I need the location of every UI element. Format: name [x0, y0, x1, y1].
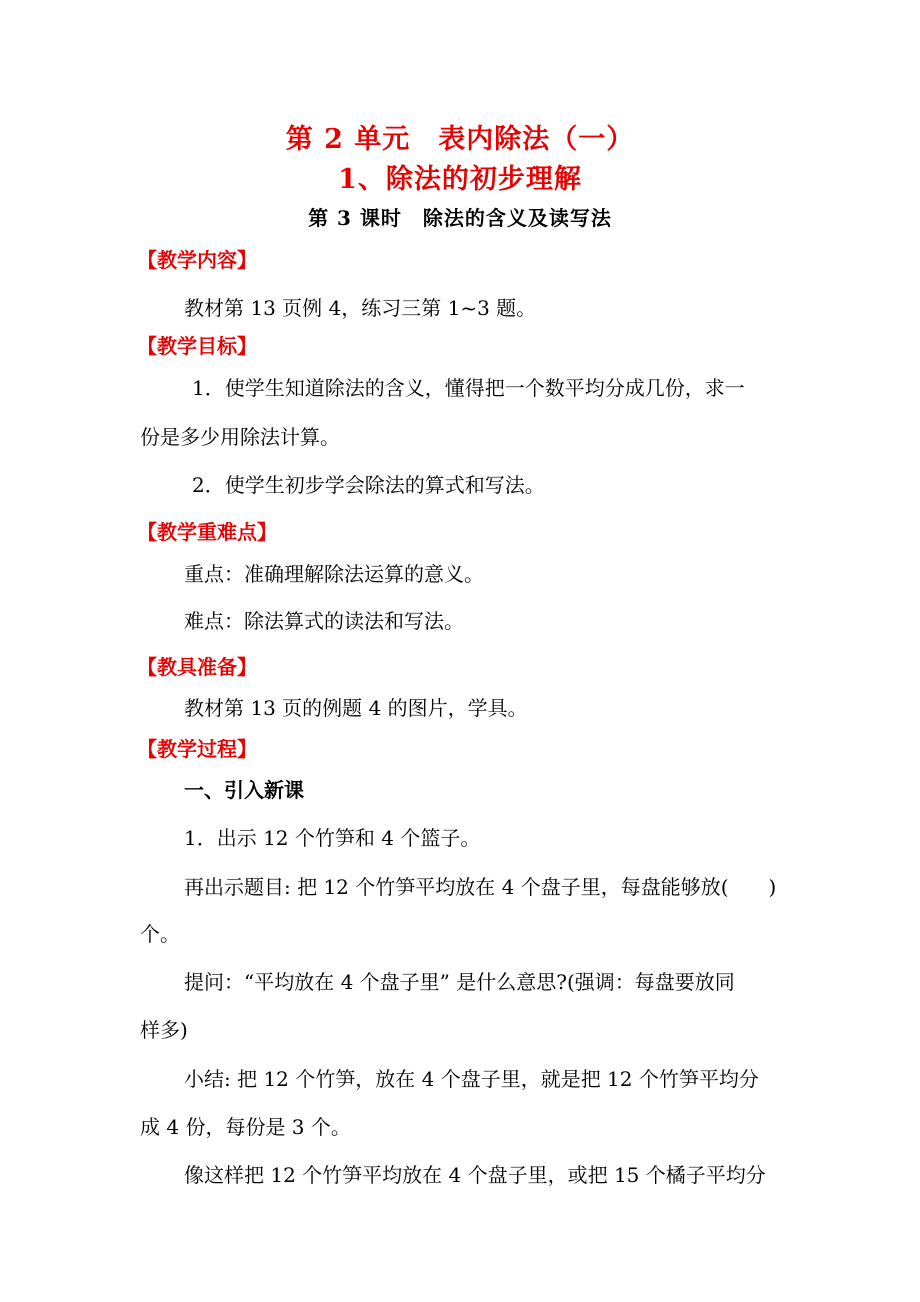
content-text: 教材第 13 页例 4，练习三第 1~3 题。 [184, 296, 537, 320]
process-p4-line2: 成 4 份，每份是 3 个。 [140, 1115, 351, 1139]
process-p5-line1: 像这样把 12 个竹笋平均放在 4 个盘子里，或把 15 个橘子平均分 [184, 1163, 766, 1187]
section-title: 1、除法的初步理解 [338, 164, 582, 195]
process-p1: 1．出示 12 个竹笋和 4 个篮子。 [184, 826, 481, 850]
materials-heading: 【教具准备】 [137, 655, 257, 679]
process-subheading: 一、引入新课 [184, 778, 304, 802]
keypoints-heading: 【教学重难点】 [137, 520, 277, 544]
goal1-line1: 1．使学生知道除法的含义，懂得把一个数平均分成几份，求一 [192, 376, 745, 400]
process-p3-line1: 提问：“平均放在 4 个盘子里” 是什么意思?(强调：每盘要放同 [184, 970, 735, 994]
goal2: 2．使学生初步学会除法的算式和写法。 [192, 473, 545, 497]
key-point: 重点：准确理解除法运算的意义。 [184, 562, 484, 586]
process-p3-line2: 样多) [140, 1018, 188, 1042]
unit-title: 第 2 单元 表内除法（一） [285, 124, 635, 155]
goals-heading: 【教学目标】 [137, 334, 257, 358]
process-heading: 【教学过程】 [137, 737, 257, 761]
process-p4-line1: 小结: 把 12 个竹笋，放在 4 个盘子里，就是把 12 个竹笋平均分 [184, 1067, 759, 1091]
content-heading: 【教学内容】 [137, 248, 257, 272]
process-p2-line2: 个。 [140, 922, 180, 946]
lesson-title: 第 3 课时 除法的含义及读写法 [308, 206, 612, 230]
goal1-line2: 份是多少用除法计算。 [140, 425, 340, 449]
process-p2-line1: 再出示题目: 把 12 个竹笋平均放在 4 个盘子里，每盘能够放( ) [184, 875, 777, 899]
difficult-point: 难点：除法算式的读法和写法。 [184, 609, 464, 633]
materials-text: 教材第 13 页的例题 4 的图片，学具。 [184, 696, 528, 720]
